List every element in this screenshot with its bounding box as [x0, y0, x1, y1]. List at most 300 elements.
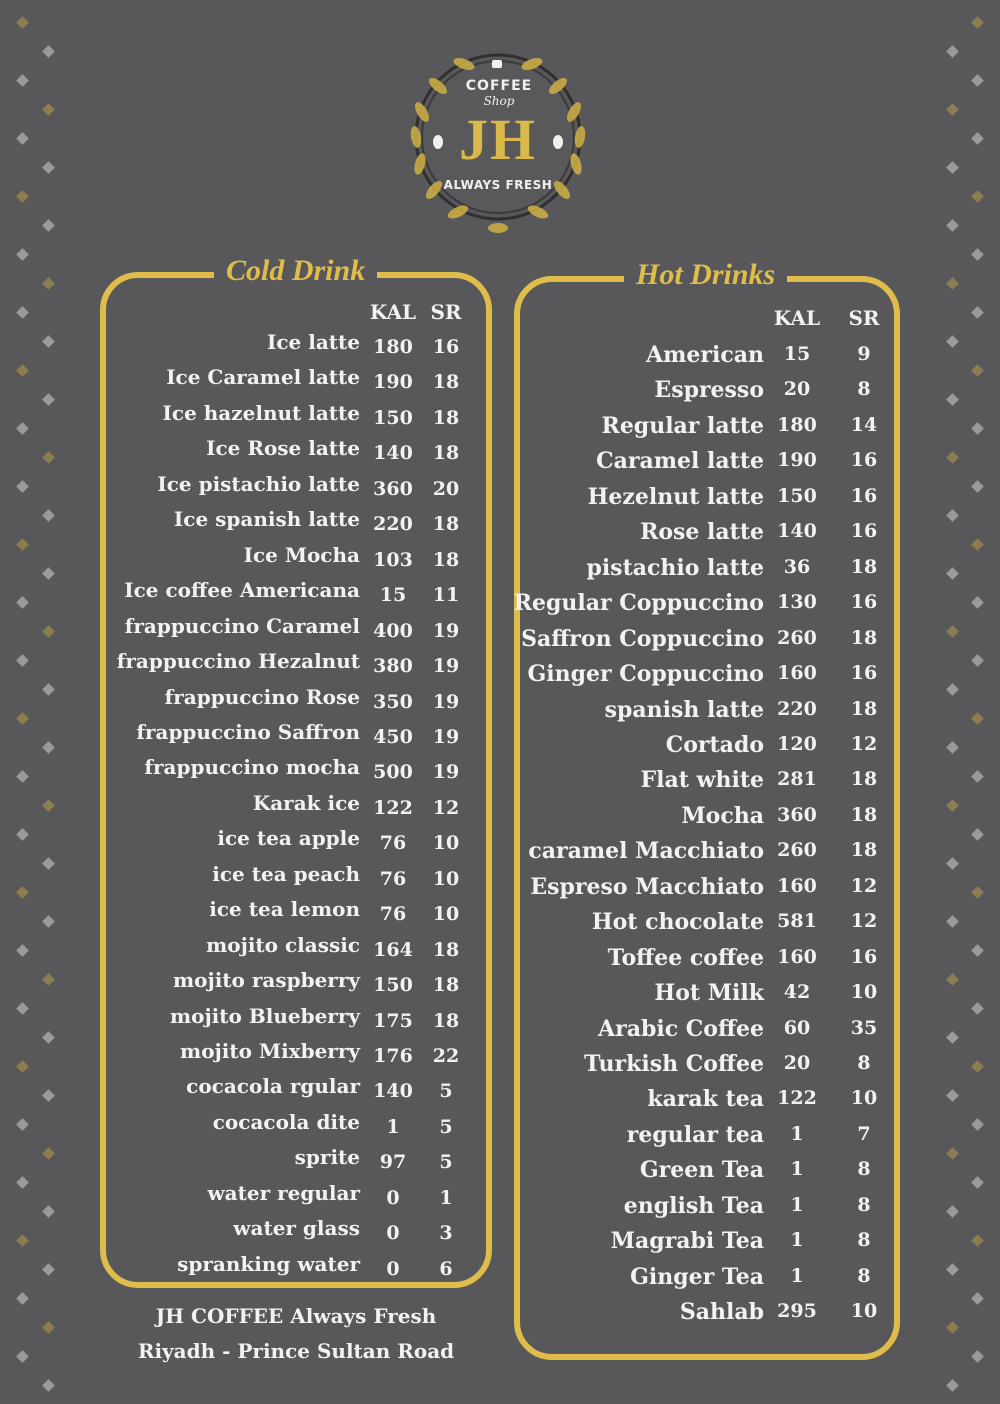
menu-item-name: Karak ice	[252, 790, 360, 815]
menu-item-name: ice tea peach	[212, 861, 360, 886]
menu-item-kal: 42	[783, 981, 811, 1004]
menu-item-kal: 0	[386, 1186, 400, 1209]
menu-item-row	[520, 1051, 894, 1086]
menu-item-kal: 140	[373, 1080, 413, 1103]
menu-item-kal: 130	[777, 591, 817, 614]
menu-item-kal: 450	[373, 725, 413, 748]
menu-item-row	[106, 1110, 486, 1145]
menu-item-price: 5	[439, 1151, 453, 1174]
menu-item-kal: 1	[790, 1122, 804, 1145]
menu-item-kal: 160	[777, 874, 817, 897]
diamond-ornament	[946, 857, 959, 870]
menu-item-kal: 150	[373, 406, 413, 429]
menu-item-kal: 140	[777, 520, 817, 543]
diamond-ornament	[42, 335, 55, 348]
menu-item-kal: 1	[386, 1115, 400, 1138]
cold-drinks-title: Cold Drink	[214, 254, 377, 288]
diamond-ornament	[946, 683, 959, 696]
menu-item-name: Rose latte	[640, 519, 764, 546]
menu-item-price: 10	[850, 981, 878, 1004]
menu-item-row	[106, 1216, 486, 1251]
diamond-ornament	[42, 915, 55, 928]
menu-item-name: Caramel latte	[596, 448, 764, 475]
diamond-ornament	[971, 1350, 984, 1363]
menu-item-row	[520, 1228, 894, 1263]
menu-item-kal: 400	[373, 619, 413, 642]
menu-item-price: 19	[432, 690, 460, 713]
menu-item-price: 11	[432, 584, 460, 607]
menu-item-price: 1	[439, 1186, 453, 1209]
menu-item-row	[520, 732, 894, 767]
menu-item-kal: 220	[777, 697, 817, 720]
diamond-ornament	[16, 1060, 29, 1073]
diamond-ornament	[42, 451, 55, 464]
menu-item-name: Hezelnut latte	[587, 483, 764, 510]
menu-item-price: 12	[432, 796, 460, 819]
menu-item-kal: 190	[373, 371, 413, 394]
diamond-ornament	[971, 422, 984, 435]
diamond-ornament	[971, 1118, 984, 1131]
diamond-ornament	[971, 16, 984, 29]
menu-item-row	[520, 1086, 894, 1121]
menu-item-row	[106, 543, 486, 578]
diamond-ornament	[971, 1234, 984, 1247]
menu-item-kal: 60	[783, 1016, 811, 1039]
diamond-ornament	[16, 16, 29, 29]
diamond-ornament	[946, 973, 959, 986]
menu-item-price: 10	[432, 832, 460, 855]
diamond-ornament	[971, 886, 984, 899]
menu-item-kal: 0	[386, 1222, 400, 1245]
menu-item-name: mojito classic	[206, 932, 360, 957]
menu-item-price: 8	[857, 1229, 871, 1252]
diamond-ornament	[971, 596, 984, 609]
diamond-ornament	[42, 45, 55, 58]
diamond-ornament	[971, 1002, 984, 1015]
menu-item-price: 18	[850, 697, 878, 720]
menu-item-price: 18	[850, 803, 878, 826]
menu-item-kal: 190	[777, 449, 817, 472]
diamond-ornament	[971, 944, 984, 957]
menu-item-row	[106, 1039, 486, 1074]
menu-item-name: Ginger Coppuccino	[527, 661, 764, 688]
menu-item-kal: 150	[373, 974, 413, 997]
menu-item-name: Arabic Coffee	[598, 1015, 764, 1042]
diamond-ornament	[946, 509, 959, 522]
menu-item-kal: 122	[777, 1087, 817, 1110]
menu-item-name: Mocha	[681, 802, 764, 829]
menu-item-price: 18	[432, 442, 460, 465]
menu-item-name: Ice hazelnut latte	[162, 400, 360, 425]
diamond-ornament	[16, 1292, 29, 1305]
hot-kal-header: KAL	[773, 306, 821, 330]
menu-item-row	[106, 791, 486, 826]
menu-item-row	[520, 945, 894, 980]
menu-item-price: 12	[850, 874, 878, 897]
logo-shop-text: Shop	[483, 94, 515, 108]
diamond-ornament	[971, 654, 984, 667]
diamond-ornament	[946, 625, 959, 638]
menu-item-price: 10	[850, 1087, 878, 1110]
diamond-ornament	[946, 103, 959, 116]
menu-item-name: spranking water	[177, 1251, 360, 1276]
menu-item-row	[106, 330, 486, 365]
menu-item-kal: 1	[790, 1193, 804, 1216]
menu-item-row	[106, 1004, 486, 1039]
logo-coffee-text: COFFEE	[465, 78, 533, 94]
menu-item-price: 8	[857, 1193, 871, 1216]
diamond-ornament	[16, 364, 29, 377]
menu-item-row	[520, 377, 894, 412]
menu-item-kal: 15	[783, 343, 811, 365]
diamond-ornament	[946, 45, 959, 58]
menu-item-row	[520, 838, 894, 873]
menu-item-row	[106, 472, 486, 507]
menu-item-price: 9	[857, 343, 871, 365]
menu-item-kal: 20	[783, 378, 811, 401]
diamond-ornament	[42, 393, 55, 406]
menu-item-price: 3	[439, 1222, 453, 1245]
menu-item-row	[106, 755, 486, 790]
menu-item-name: Espreso Macchiato	[530, 873, 764, 900]
logo-tagline: ALWAYS FRESH	[443, 178, 553, 192]
shop-logo	[398, 32, 598, 242]
menu-item-price: 18	[850, 626, 878, 649]
menu-item-price: 16	[850, 520, 878, 543]
diamond-ornament	[946, 219, 959, 232]
menu-item-name: mojito Blueberry	[169, 1003, 360, 1028]
menu-item-row	[520, 1264, 894, 1299]
diamond-ornament	[971, 770, 984, 783]
diamond-ornament	[946, 1321, 959, 1334]
diamond-ornament	[16, 422, 29, 435]
menu-item-name: sprite	[294, 1145, 360, 1170]
diamond-ornament	[42, 219, 55, 232]
menu-item-kal: 0	[386, 1257, 400, 1280]
diamond-ornament	[42, 741, 55, 754]
menu-item-row	[106, 578, 486, 613]
hot-drinks-panel	[513, 258, 900, 1360]
diamond-ornament	[946, 277, 959, 290]
diamond-ornament	[16, 770, 29, 783]
menu-item-row	[520, 909, 894, 944]
menu-item-kal: 120	[777, 732, 817, 755]
diamond-ornament	[16, 712, 29, 725]
menu-item-price: 18	[850, 839, 878, 862]
menu-item-row	[520, 980, 894, 1015]
menu-item-row	[106, 685, 486, 720]
menu-item-price: 12	[850, 732, 878, 755]
menu-item-kal: 281	[777, 768, 817, 791]
menu-item-row	[106, 436, 486, 471]
hot-sr-header: SR	[848, 306, 880, 330]
menu-item-price: 16	[850, 449, 878, 472]
diamond-ornament	[946, 1031, 959, 1044]
menu-item-row	[520, 1016, 894, 1051]
menu-item-kal: 180	[373, 336, 413, 358]
menu-item-name: cocacola dite	[212, 1109, 360, 1134]
menu-item-name: Ice Rose latte	[206, 436, 360, 461]
menu-item-price: 19	[432, 655, 460, 678]
menu-item-name: english Tea	[623, 1192, 764, 1219]
menu-item-name: Ice spanish latte	[173, 507, 360, 532]
diamond-ornament	[42, 1379, 55, 1392]
menu-item-name: mojito Mixberry	[180, 1039, 360, 1063]
menu-item-name: Espresso	[654, 377, 764, 404]
logo-initials: JH	[458, 107, 538, 172]
menu-item-kal: 1	[790, 1229, 804, 1252]
diamond-ornament	[971, 1292, 984, 1305]
diamond-ornament	[42, 625, 55, 638]
diamond-ornament	[16, 190, 29, 203]
diamond-ornament	[42, 1089, 55, 1102]
menu-item-price: 35	[850, 1016, 878, 1039]
diamond-ornament	[42, 1321, 55, 1334]
menu-item-kal: 15	[379, 584, 407, 607]
diamond-ornament	[42, 277, 55, 290]
menu-item-row	[520, 484, 894, 519]
diamond-ornament	[16, 1234, 29, 1247]
menu-item-price: 22	[432, 1045, 460, 1067]
diamond-ornament	[946, 1205, 959, 1218]
menu-item-row	[520, 626, 894, 661]
menu-item-kal: 76	[379, 903, 407, 926]
menu-item-name: American	[646, 342, 764, 368]
menu-item-row	[106, 507, 486, 542]
menu-item-name: pistachio latte	[586, 554, 764, 581]
diamond-ornament	[971, 1176, 984, 1189]
footer-tagline: JH COFFEE Always Fresh	[155, 1304, 437, 1328]
menu-item-name: Ice coffee Americana	[124, 578, 360, 603]
menu-item-kal: 220	[373, 513, 413, 536]
menu-item-price: 19	[432, 761, 460, 784]
menu-item-price: 12	[850, 910, 878, 933]
cold-kal-header: KAL	[369, 300, 417, 324]
menu-item-kal: 140	[373, 442, 413, 465]
menu-item-name: water glass	[233, 1216, 360, 1241]
diamond-ornament	[42, 103, 55, 116]
menu-item-name: Turkish Coffee	[584, 1051, 764, 1077]
diamond-ornament	[42, 1147, 55, 1160]
diamond-ornament	[971, 190, 984, 203]
menu-item-kal: 360	[373, 477, 413, 500]
diamond-ornament	[42, 509, 55, 522]
menu-item-kal: 122	[373, 796, 413, 819]
menu-item-name: Toffee coffee	[607, 944, 764, 971]
menu-item-name: Hot chocolate	[591, 909, 764, 936]
diamond-ornament	[946, 393, 959, 406]
diamond-ornament	[16, 1350, 29, 1363]
menu-item-kal: 36	[783, 555, 811, 578]
diamond-ornament	[42, 973, 55, 986]
menu-item-kal: 500	[373, 761, 413, 784]
menu-item-kal: 581	[777, 910, 817, 933]
diamond-ornament	[42, 683, 55, 696]
menu-item-row	[520, 1157, 894, 1192]
menu-item-row	[520, 342, 894, 377]
diamond-ornament	[16, 886, 29, 899]
menu-item-kal: 164	[373, 938, 413, 961]
menu-item-price: 18	[850, 555, 878, 578]
menu-item-price: 18	[432, 406, 460, 429]
menu-item-price: 10	[850, 1300, 878, 1323]
menu-item-name: Regular latte	[601, 412, 764, 439]
menu-item-price: 10	[432, 867, 460, 890]
diamond-ornament	[946, 335, 959, 348]
menu-item-row	[520, 661, 894, 696]
diamond-ornament	[946, 1089, 959, 1102]
menu-item-name: frappuccino mocha	[144, 755, 360, 780]
menu-item-name: caramel Macchiato	[528, 838, 764, 865]
diamond-ornament	[946, 451, 959, 464]
menu-item-price: 10	[432, 903, 460, 926]
menu-item-price: 18	[432, 371, 460, 394]
diamond-ornament	[16, 248, 29, 261]
menu-item-name: frappuccino Caramel	[124, 613, 360, 638]
diamond-ornament	[971, 74, 984, 87]
menu-item-row	[106, 1252, 486, 1287]
diamond-ornament	[16, 596, 29, 609]
menu-item-name: mojito raspberry	[172, 968, 360, 993]
diamond-ornament	[946, 1263, 959, 1276]
menu-item-price: 16	[850, 662, 878, 685]
diamond-ornament	[971, 1060, 984, 1073]
menu-item-kal: 76	[379, 832, 407, 855]
cold-drinks-panel	[100, 254, 492, 1288]
menu-item-price: 5	[439, 1115, 453, 1138]
diamond-ornament	[16, 654, 29, 667]
menu-item-row	[520, 1122, 894, 1157]
hot-drinks-title: Hot Drinks	[624, 258, 787, 292]
menu-item-name: frappuccino Saffron	[136, 719, 360, 744]
menu-item-row	[106, 720, 486, 755]
menu-item-price: 16	[850, 945, 878, 968]
menu-item-row	[520, 767, 894, 802]
diamond-ornament	[946, 1147, 959, 1160]
diamond-ornament	[16, 828, 29, 841]
diamond-ornament	[971, 306, 984, 319]
diamond-ornament	[946, 741, 959, 754]
menu-item-kal: 160	[777, 662, 817, 685]
menu-item-kal: 1	[790, 1158, 804, 1181]
menu-item-row	[106, 862, 486, 897]
diamond-ornament	[971, 828, 984, 841]
menu-item-name: Sahlab	[679, 1299, 764, 1326]
menu-item-kal: 260	[777, 839, 817, 862]
menu-item-price: 7	[857, 1122, 871, 1145]
diamond-ornament	[42, 1263, 55, 1276]
diamond-ornament	[42, 161, 55, 174]
menu-item-price: 20	[432, 477, 460, 500]
menu-item-kal: 260	[777, 626, 817, 649]
diamond-ornament	[16, 74, 29, 87]
menu-item-name: Ice Caramel latte	[166, 365, 360, 390]
menu-item-row	[106, 826, 486, 861]
cold-sr-header: SR	[430, 300, 462, 324]
menu-item-price: 8	[857, 378, 871, 401]
diamond-ornament	[971, 480, 984, 493]
menu-item-kal: 180	[777, 413, 817, 436]
menu-item-name: Regular Coppuccino	[513, 590, 764, 617]
menu-item-kal: 350	[373, 690, 413, 713]
menu-item-name: Ice latte	[267, 330, 360, 354]
menu-item-price: 18	[432, 548, 460, 571]
menu-item-row	[106, 897, 486, 932]
menu-item-row	[520, 803, 894, 838]
menu-item-name: Green Tea	[639, 1157, 764, 1184]
menu-item-name: cocacola rgular	[186, 1074, 360, 1099]
menu-item-row	[520, 874, 894, 909]
menu-item-kal: 295	[777, 1300, 817, 1323]
diamond-ornament	[42, 799, 55, 812]
menu-item-kal: 76	[379, 867, 407, 890]
menu-item-kal: 360	[777, 803, 817, 826]
menu-item-price: 5	[439, 1080, 453, 1103]
menu-item-name: frappuccino Rose	[164, 684, 360, 709]
menu-item-price: 18	[850, 768, 878, 791]
diamond-ornament	[971, 132, 984, 145]
diamond-ornament	[16, 306, 29, 319]
menu-item-row	[520, 448, 894, 483]
menu-item-name: Ice pistachio latte	[157, 471, 360, 496]
diamond-ornament	[16, 1176, 29, 1189]
menu-item-name: Hot Milk	[654, 980, 764, 1007]
diamond-ornament	[42, 1031, 55, 1044]
diamond-ornament	[16, 944, 29, 957]
diamond-ornament	[16, 538, 29, 551]
menu-item-row	[106, 649, 486, 684]
menu-item-price: 19	[432, 619, 460, 642]
menu-item-name: ice tea lemon	[209, 897, 360, 922]
menu-item-price: 14	[850, 413, 878, 436]
diamond-ornament	[946, 161, 959, 174]
diamond-ornament	[946, 1379, 959, 1392]
left-diamond-pattern	[0, 0, 44, 1404]
menu-item-row	[106, 614, 486, 649]
diamond-ornament	[16, 1002, 29, 1015]
diamond-ornament	[42, 567, 55, 580]
menu-item-price: 16	[850, 591, 878, 614]
menu-item-name: Magrabi Tea	[610, 1228, 764, 1255]
diamond-ornament	[42, 857, 55, 870]
diamond-ornament	[946, 567, 959, 580]
menu-item-row	[513, 590, 894, 625]
diamond-ornament	[16, 480, 29, 493]
diamond-ornament	[971, 538, 984, 551]
menu-item-kal: 380	[373, 655, 413, 678]
menu-item-price: 18	[432, 513, 460, 536]
menu-item-kal: 103	[373, 548, 413, 571]
menu-item-price: 6	[439, 1257, 453, 1280]
menu-item-kal: 20	[783, 1052, 811, 1074]
menu-item-name: ice tea apple	[217, 826, 360, 851]
menu-item-kal: 160	[777, 945, 817, 968]
menu-item-name: spanish latte	[604, 696, 764, 723]
menu-item-row	[520, 555, 894, 590]
menu-item-price: 8	[857, 1052, 871, 1074]
right-diamond-pattern	[956, 0, 1000, 1404]
menu-item-price: 16	[432, 336, 460, 358]
diamond-ornament	[946, 799, 959, 812]
diamond-ornament	[16, 132, 29, 145]
menu-item-name: Ginger Tea	[630, 1263, 764, 1290]
menu-item-name: Saffron Coppuccino	[521, 625, 764, 652]
menu-item-price: 8	[857, 1264, 871, 1287]
menu-item-row	[106, 933, 486, 968]
menu-item-price: 8	[857, 1158, 871, 1181]
menu-item-kal: 97	[379, 1151, 407, 1174]
menu-item-price: 18	[432, 1009, 460, 1032]
